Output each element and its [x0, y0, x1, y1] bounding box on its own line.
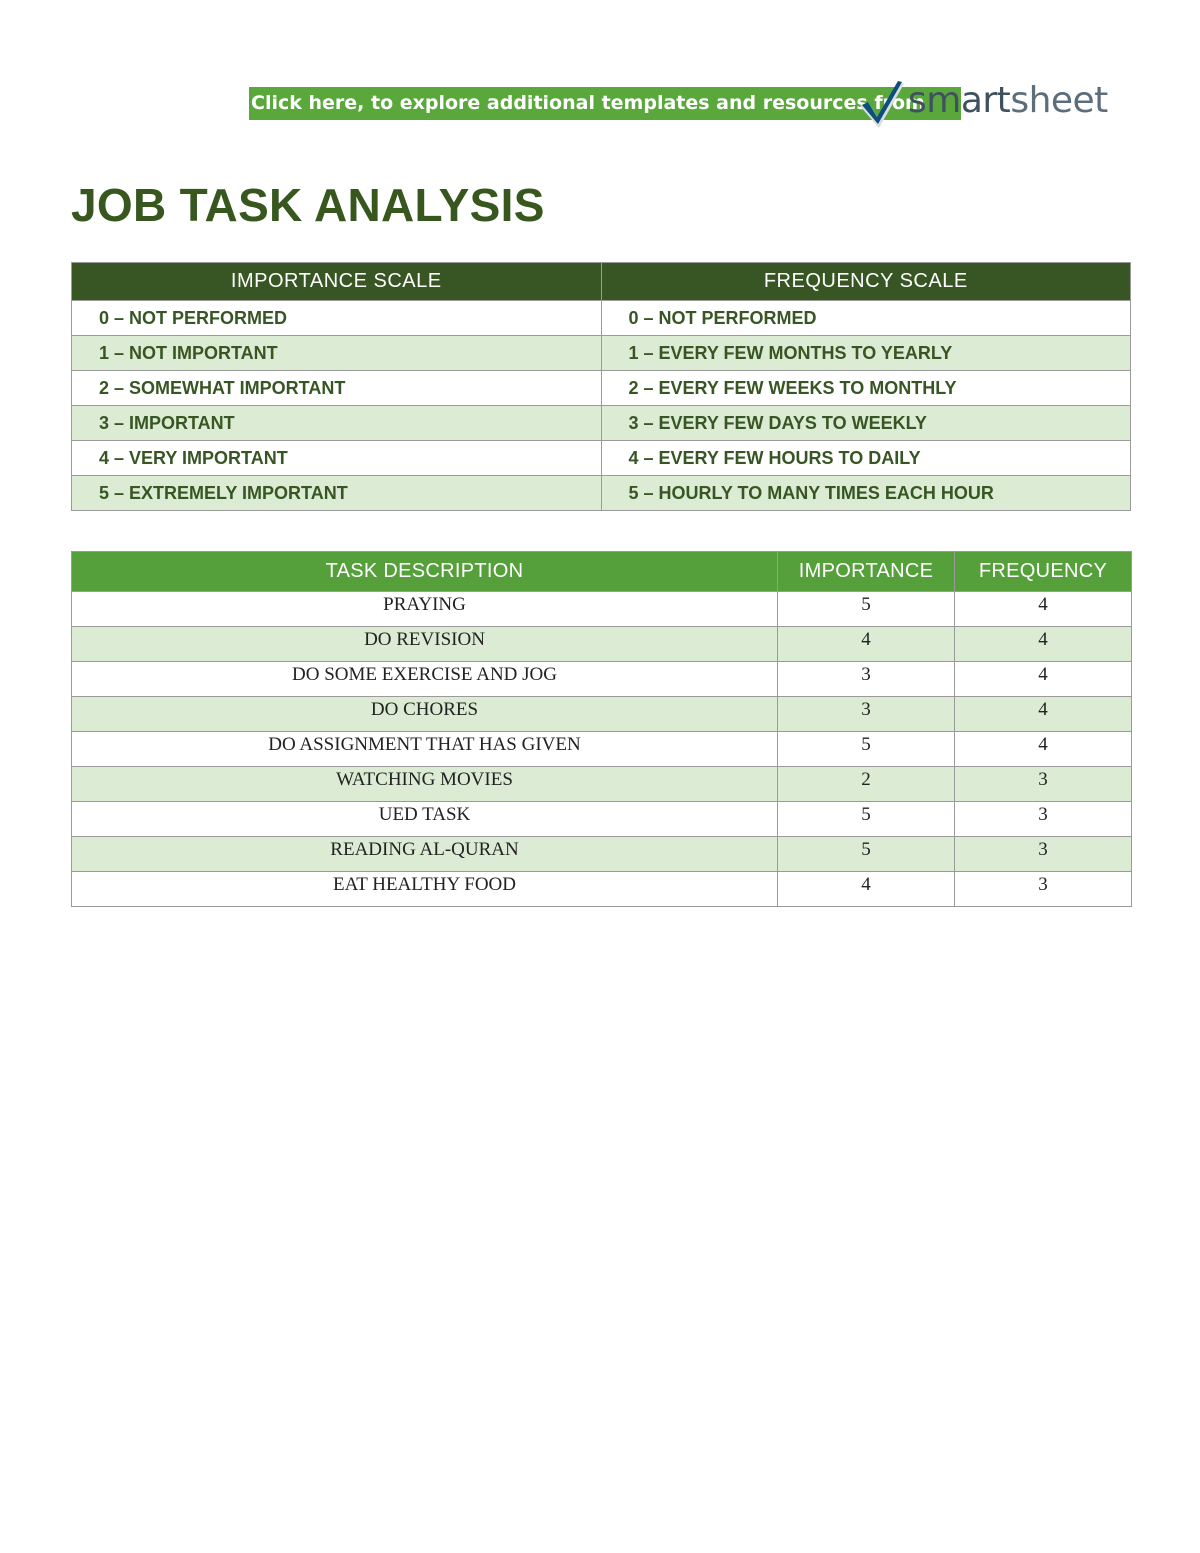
frequency-cell[interactable]: 4 — [955, 662, 1132, 697]
task-row — [72, 802, 1132, 837]
importance-cell[interactable]: 5 — [778, 732, 955, 767]
importance-scale-cell: 0 – NOT PERFORMED — [72, 301, 602, 336]
frequency-cell[interactable]: 3 — [955, 837, 1132, 872]
frequency-cell[interactable]: 4 — [955, 627, 1132, 662]
importance-cell[interactable]: 4 — [778, 627, 955, 662]
logo-suffix: sheet — [1010, 80, 1108, 121]
task-description-cell[interactable]: READING AL-QURAN — [72, 837, 778, 872]
importance-cell[interactable]: 5 — [778, 837, 955, 872]
frequency-scale-cell: 2 – EVERY FEW WEEKS TO MONTHLY — [601, 371, 1131, 406]
task-row — [72, 697, 1132, 732]
importance-cell[interactable]: 4 — [778, 872, 955, 907]
task-description-header: TASK DESCRIPTION — [72, 552, 778, 592]
task-row — [72, 627, 1132, 662]
importance-scale-cell: 5 – EXTREMELY IMPORTANT — [72, 476, 602, 511]
task-row — [72, 837, 1132, 872]
importance-scale-cell: 2 – SOMEWHAT IMPORTANT — [72, 371, 602, 406]
importance-cell[interactable]: 3 — [778, 662, 955, 697]
importance-cell[interactable]: 5 — [778, 802, 955, 837]
logo-wordmark — [908, 80, 1108, 121]
template-banner[interactable] — [249, 87, 961, 121]
scale-row — [72, 371, 1131, 406]
logo-prefix: smart — [908, 80, 1011, 121]
frequency-cell[interactable]: 3 — [955, 767, 1132, 802]
task-description-cell[interactable]: DO ASSIGNMENT THAT HAS GIVEN — [72, 732, 778, 767]
frequency-cell[interactable]: 4 — [955, 697, 1132, 732]
task-table — [71, 551, 1132, 907]
importance-cell[interactable]: 2 — [778, 767, 955, 802]
task-row — [72, 872, 1132, 907]
scale-row — [72, 301, 1131, 336]
scale-table — [71, 262, 1131, 511]
importance-scale-cell: 4 – VERY IMPORTANT — [72, 441, 602, 476]
task-description-cell[interactable]: PRAYING — [72, 592, 778, 627]
task-row — [72, 767, 1132, 802]
frequency-scale-header: FREQUENCY SCALE — [601, 263, 1131, 301]
task-row — [72, 732, 1132, 767]
smartsheet-logo[interactable] — [856, 74, 1106, 134]
importance-cell[interactable]: 3 — [778, 697, 955, 732]
frequency-scale-cell: 1 – EVERY FEW MONTHS TO YEARLY — [601, 336, 1131, 371]
scale-row — [72, 476, 1131, 511]
checkmark-icon — [856, 78, 908, 130]
importance-scale-header: IMPORTANCE SCALE — [72, 263, 602, 301]
scale-row — [72, 406, 1131, 441]
frequency-scale-cell: 5 – HOURLY TO MANY TIMES EACH HOUR — [601, 476, 1131, 511]
frequency-cell[interactable]: 3 — [955, 872, 1132, 907]
page-title: JOB TASK ANALYSIS — [71, 179, 545, 231]
scale-header-row — [72, 263, 1131, 301]
task-description-cell[interactable]: UED TASK — [72, 802, 778, 837]
scale-row — [72, 336, 1131, 371]
importance-header: IMPORTANCE — [778, 552, 955, 592]
task-description-cell[interactable]: WATCHING MOVIES — [72, 767, 778, 802]
task-row — [72, 662, 1132, 697]
importance-scale-cell: 3 – IMPORTANT — [72, 406, 602, 441]
task-description-cell[interactable]: DO CHORES — [72, 697, 778, 732]
task-row — [72, 592, 1132, 627]
frequency-scale-cell: 3 – EVERY FEW DAYS TO WEEKLY — [601, 406, 1131, 441]
importance-scale-cell: 1 – NOT IMPORTANT — [72, 336, 602, 371]
frequency-cell[interactable]: 4 — [955, 732, 1132, 767]
explore-templates-link[interactable]: Click here, to explore additional templates and resources from — [249, 87, 961, 120]
task-description-cell[interactable]: EAT HEALTHY FOOD — [72, 872, 778, 907]
task-header-row — [72, 552, 1132, 592]
task-description-cell[interactable]: DO REVISION — [72, 627, 778, 662]
scale-row — [72, 441, 1131, 476]
frequency-scale-cell: 4 – EVERY FEW HOURS TO DAILY — [601, 441, 1131, 476]
frequency-cell[interactable]: 3 — [955, 802, 1132, 837]
task-description-cell[interactable]: DO SOME EXERCISE AND JOG — [72, 662, 778, 697]
frequency-cell[interactable]: 4 — [955, 592, 1132, 627]
importance-cell[interactable]: 5 — [778, 592, 955, 627]
frequency-header: FREQUENCY — [955, 552, 1132, 592]
frequency-scale-cell: 0 – NOT PERFORMED — [601, 301, 1131, 336]
